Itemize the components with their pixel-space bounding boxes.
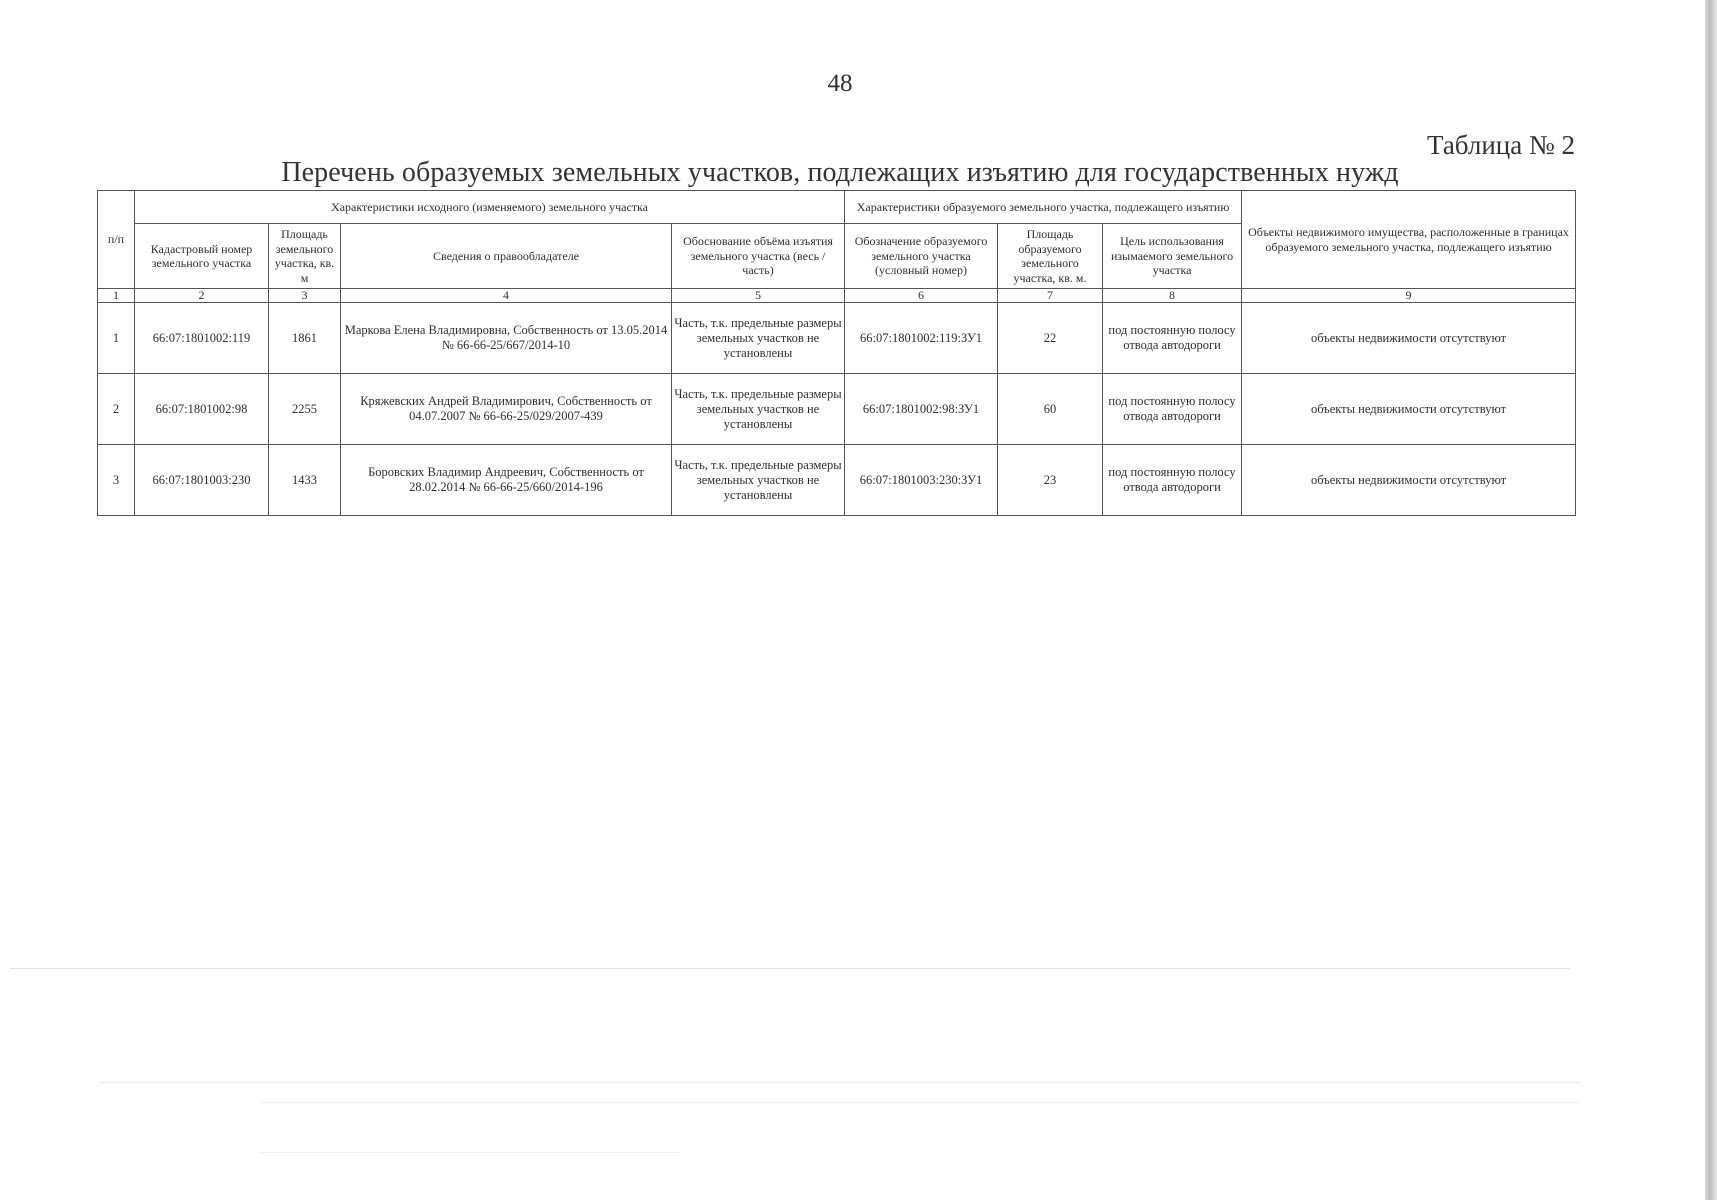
scan-artifact-line <box>10 968 1570 969</box>
cell-new-area: 60 <box>998 374 1103 445</box>
column-number: 1 <box>98 289 135 303</box>
cell-purpose: под постоянную полосу отвода автодороги <box>1103 374 1242 445</box>
cell-area: 1433 <box>269 445 341 516</box>
header-new-group: Характеристики образуемого земельного участка, подлежащего изъятию <box>845 191 1242 224</box>
header-objects: Объекты недвижимого имущества, расположенные в границах образуемого земельного участка, подлежащего изъятию <box>1242 191 1576 289</box>
table-row <box>98 374 1576 445</box>
cell-basis: Часть, т.к. предельные размеры земельных участков не установлены <box>672 445 845 516</box>
cell-purpose: под постоянную полосу отвода автодороги <box>1103 303 1242 374</box>
cell-objects: объекты недвижимости отсутствуют <box>1242 445 1576 516</box>
cell-cadastral: 66:07:1801002:98 <box>135 374 269 445</box>
cell-basis: Часть, т.к. предельные размеры земельных участков не установлены <box>672 303 845 374</box>
cell-owner: Кряжевских Андрей Владимирович, Собственность от 04.07.2007 № 66-66-25/029/2007-439 <box>341 374 672 445</box>
cell-objects: объекты недвижимости отсутствуют <box>1242 374 1576 445</box>
cell-owner: Маркова Елена Владимировна, Собственность от 13.05.2014 № 66-66-25/667/2014-10 <box>341 303 672 374</box>
table-row <box>98 303 1576 374</box>
land-plots-table <box>97 190 1576 516</box>
column-number: 8 <box>1103 289 1242 303</box>
cell-designation: 66:07:1801002:119:ЗУ1 <box>845 303 998 374</box>
cell-purpose: под постоянную полосу отвода автодороги <box>1103 445 1242 516</box>
cell-basis: Часть, т.к. предельные размеры земельных участков не установлены <box>672 374 845 445</box>
document-title: Перечень образуемых земельных участков, подлежащих изъятию для государственных нужд <box>281 157 1399 188</box>
cell-designation: 66:07:1801002:98:ЗУ1 <box>845 374 998 445</box>
cell-owner: Боровских Владимир Андреевич, Собственность от 28.02.2014 № 66-66-25/660/2014-196 <box>341 445 672 516</box>
cell-number: 3 <box>98 445 135 516</box>
column-number: 7 <box>998 289 1103 303</box>
page-number: 48 <box>827 70 853 97</box>
scan-artifact-line <box>260 1152 680 1153</box>
header-cadastral: Кадастровый номер земельного участка <box>135 224 269 289</box>
header-source-group: Характеристики исходного (изменяемого) земельного участка <box>135 191 845 224</box>
column-number: 4 <box>341 289 672 303</box>
cell-cadastral: 66:07:1801003:230 <box>135 445 269 516</box>
cell-number: 1 <box>98 303 135 374</box>
table-row <box>98 445 1576 516</box>
column-number: 3 <box>269 289 341 303</box>
cell-new-area: 22 <box>998 303 1103 374</box>
cell-area: 1861 <box>269 303 341 374</box>
table-label: Таблица № 2 <box>1427 130 1575 160</box>
cell-new-area: 23 <box>998 445 1103 516</box>
header-owner: Сведения о правообладателе <box>341 224 672 289</box>
cell-area: 2255 <box>269 374 341 445</box>
column-numbers-row <box>98 289 1576 303</box>
column-number: 5 <box>672 289 845 303</box>
header-new-area: Площадь образуемого земельного участка, кв. м. <box>998 224 1103 289</box>
header-pp: п/п <box>98 191 135 289</box>
header-row-groups <box>98 191 1576 224</box>
column-number: 2 <box>135 289 269 303</box>
header-purpose: Цель использования изымаемого земельного участка <box>1103 224 1242 289</box>
cell-designation: 66:07:1801003:230:ЗУ1 <box>845 445 998 516</box>
header-basis: Обоснование объёма изъятия земельного участка (весь / часть) <box>672 224 845 289</box>
cell-number: 2 <box>98 374 135 445</box>
header-designation: Обозначение образуемого земельного участка (условный номер) <box>845 224 998 289</box>
scan-artifact-line <box>260 1102 1580 1103</box>
cell-objects: объекты недвижимости отсутствуют <box>1242 303 1576 374</box>
header-area: Площадь земельного участка, кв. м <box>269 224 341 289</box>
scan-artifact-line <box>100 1082 1580 1083</box>
column-number: 9 <box>1242 289 1576 303</box>
cell-cadastral: 66:07:1801002:119 <box>135 303 269 374</box>
column-number: 6 <box>845 289 998 303</box>
scan-edge-shadow <box>1705 0 1717 1200</box>
